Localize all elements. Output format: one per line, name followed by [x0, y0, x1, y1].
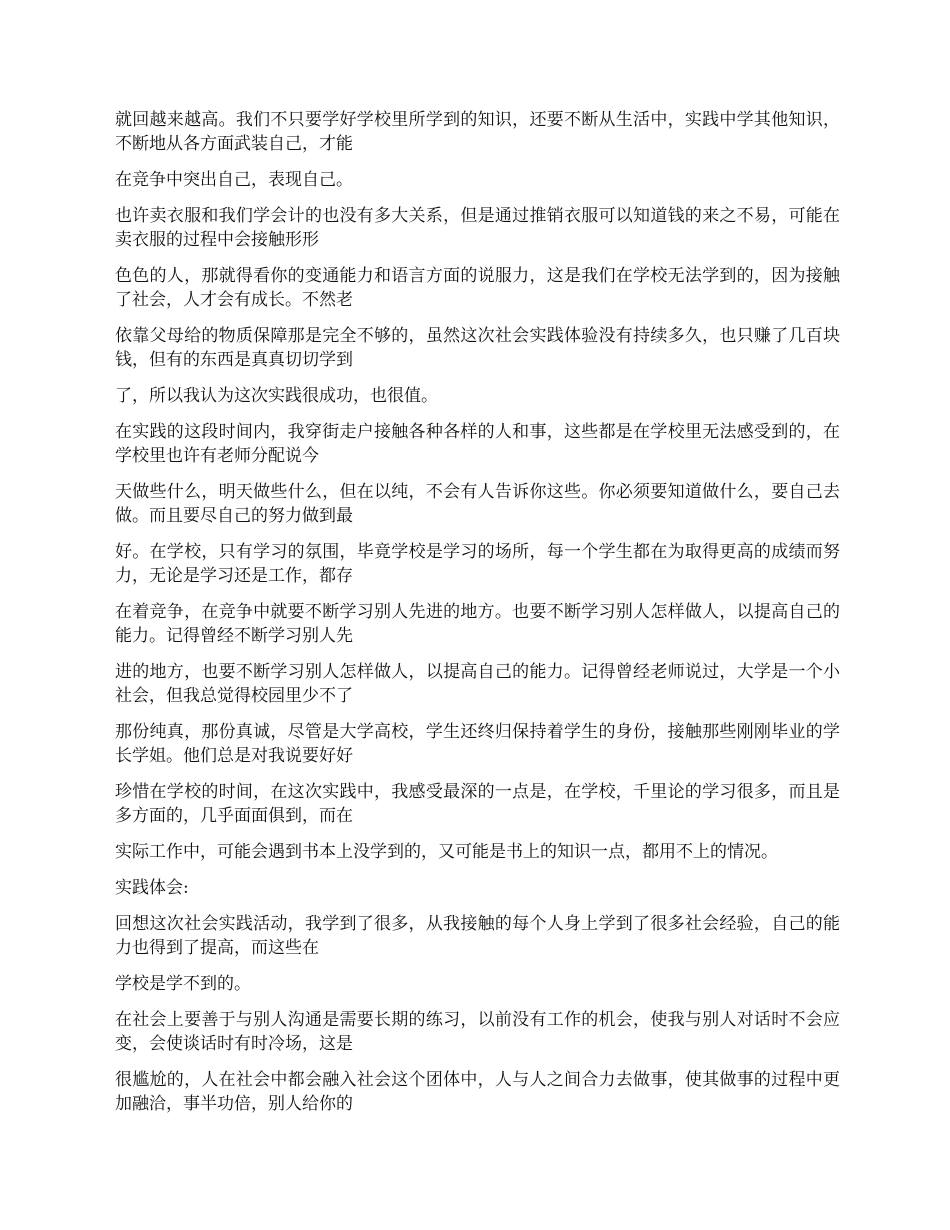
paragraph: 很尴尬的，人在社会中都会融入社会这个团体中，人与人之间合力去做事，使其做事的过程中更加融洽，事半功倍，别人给你的 [115, 1070, 840, 1114]
paragraph: 那份纯真，那份真诚，尽管是大学高校，学生还终归保持着学生的身份，接触那些刚刚毕业的学长学姐。他们总是对我说要好好 [115, 722, 840, 766]
paragraph: 在实践的这段时间内，我穿街走户接触各种各样的人和事，这些都是在学校里无法感受到的，在学校里也许有老师分配说今 [115, 422, 840, 466]
paragraph: 就回越来越高。我们不只要学好学校里所学到的知识，还要不断从生活中，实践中学其他知识，不断地从各方面武装自己，才能 [115, 110, 840, 154]
paragraph: 学校是学不到的。 [115, 974, 251, 994]
paragraph: 在着竞争，在竞争中就要不断学习别人先进的地方。也要不断学习别人怎样做人，以提高自己的能力。记得曾经不断学习别人先 [115, 602, 840, 646]
document-body [115, 108, 840, 1128]
paragraph: 也许卖衣服和我们学会计的也没有多大关系，但是通过推销衣服可以知道钱的来之不易，可能在卖衣服的过程中会接触形形 [115, 206, 840, 250]
paragraph: 依靠父母给的物质保障那是完全不够的，虽然这次社会实践体验没有持续多久，也只赚了几百块钱，但有的东西是真真切切学到 [115, 326, 840, 370]
section-heading: 实践体会: [115, 878, 189, 898]
paragraph: 天做些什么，明天做些什么，但在以纯，不会有人告诉你这些。你必须要知道做什么，要自己去做。而且要尽自己的努力做到最 [115, 482, 840, 526]
paragraph: 在社会上要善于与别人沟通是需要长期的练习，以前没有工作的机会，使我与别人对话时不会应变，会使谈话时有时冷场，这是 [115, 1010, 840, 1054]
paragraph: 好。在学校，只有学习的氛围，毕竟学校是学习的场所，每一个学生都在为取得更高的成绩而努力，无论是学习还是工作，都存 [115, 542, 840, 586]
paragraph: 回想这次社会实践活动，我学到了很多，从我接触的每个人身上学到了很多社会经验，自己的能力也得到了提高，而这些在 [115, 914, 840, 958]
paragraph: 了，所以我认为这次实践很成功，也很值。 [115, 386, 438, 406]
paragraph: 在竞争中突出自己，表现自己。 [115, 170, 353, 190]
paragraph: 珍惜在学校的时间，在这次实践中，我感受最深的一点是，在学校，千里论的学习很多，而且是多方面的，几乎面面俱到，而在 [115, 782, 840, 826]
paragraph: 进的地方，也要不断学习别人怎样做人，以提高自己的能力。记得曾经老师说过，大学是一个小社会，但我总觉得校园里少不了 [115, 662, 840, 706]
paragraph: 实际工作中，可能会遇到书本上没学到的，又可能是书上的知识一点，都用不上的情况。 [115, 842, 778, 862]
paragraph: 色色的人，那就得看你的变通能力和语言方面的说服力，这是我们在学校无法学到的，因为接触了社会，人才会有成长。不然老 [115, 266, 840, 310]
